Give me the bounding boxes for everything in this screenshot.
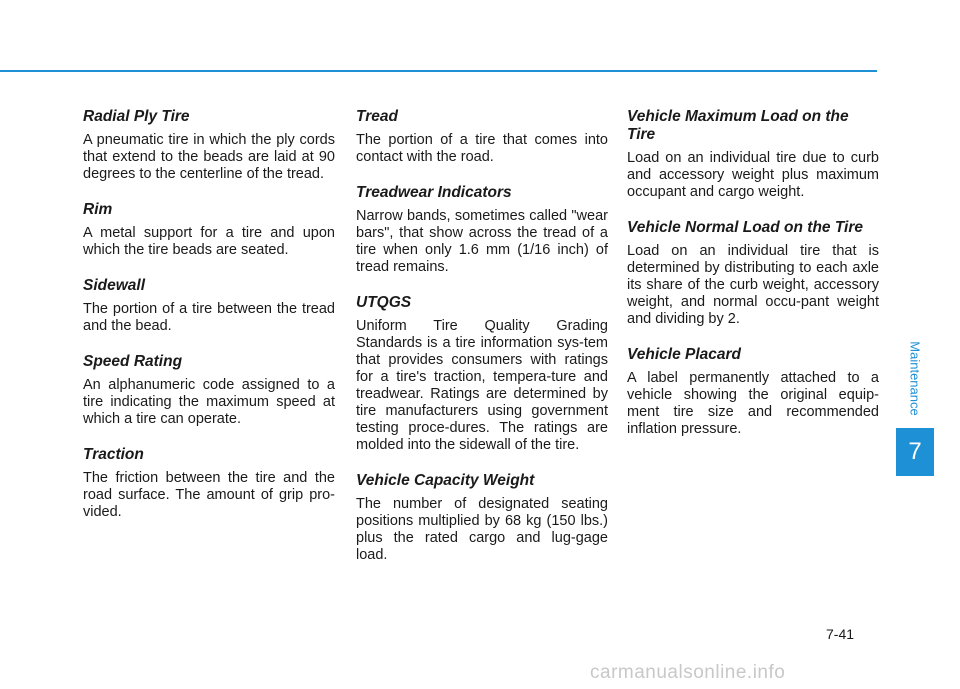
term-title: Vehicle Normal Load on the Tire	[627, 219, 863, 236]
term-title: Treadwear Indicators	[356, 184, 512, 201]
term-body: The portion of a tire that comes into contact with the road.	[356, 132, 608, 165]
term-title: UTQGS	[356, 294, 412, 311]
term-title: Traction	[83, 446, 144, 463]
chapter-number: 7	[908, 438, 922, 465]
column-3	[627, 108, 879, 456]
term-utqgs	[356, 294, 608, 454]
page-number: 7-41	[826, 626, 855, 642]
term-vehicle-placard	[627, 346, 879, 438]
term-vehicle-normal-load	[627, 219, 879, 328]
term-title: Vehicle Capacity Weight	[356, 472, 535, 489]
term-speed-rating	[83, 353, 335, 428]
term-rim	[83, 201, 335, 259]
term-body: Narrow bands, sometimes called "wear bars", that show across the tread of a tire when only 1.6 mm (1/16 inch) of tread remains.	[356, 208, 608, 275]
term-treadwear-indicators	[356, 184, 608, 276]
term-body: The friction between the tire and the road surface. The amount of grip pro-vided.	[83, 470, 335, 520]
term-body: The portion of a tire between the tread and the bead.	[83, 301, 335, 334]
term-title: Rim	[83, 201, 113, 218]
term-radial-ply-tire	[83, 108, 335, 183]
column-1	[83, 108, 335, 539]
header-rule	[0, 70, 877, 72]
term-title: Sidewall	[83, 277, 146, 294]
chapter-tab-label	[896, 338, 934, 418]
term-body: An alphanumeric code assigned to a tire indicating the maximum speed at which a tire can operate.	[83, 377, 335, 427]
term-body: The number of designated seating positions multiplied by 68 kg (150 lbs.) plus the rated cargo and lug-gage load.	[356, 496, 608, 563]
column-2	[356, 108, 608, 582]
term-traction	[83, 446, 335, 521]
term-sidewall	[83, 277, 335, 335]
chapter-number-badge	[896, 428, 934, 476]
term-body: A pneumatic tire in which the ply cords that extend to the beads are laid at 90 degrees to the centerline of the tread.	[83, 132, 335, 182]
term-title: Vehicle Placard	[627, 346, 742, 363]
chapter-name: Maintenance	[907, 340, 923, 416]
term-title: Tread	[356, 108, 398, 125]
term-tread	[356, 108, 608, 166]
term-body: Load on an individual tire that is determined by distributing to each axle its share of the curb weight, accessory weight, and normal occu-pant weight and dividing by 2.	[627, 243, 879, 327]
term-title: Radial Ply Tire	[83, 108, 190, 125]
term-body: Uniform Tire Quality Grading Standards is a tire information sys-tem that provides consumers with ratings for a tire's traction, tempera-ture and treadwear. Ratings are determined by tire manufacturers using government testing proce-dures. The ratings are molded into the sidewall of the tire.	[356, 318, 608, 453]
term-body: A label permanently attached to a vehicle showing the original equip-ment tire size and recommended inflation pressure.	[627, 370, 879, 437]
term-vehicle-maximum-load	[627, 108, 879, 201]
term-title: Vehicle Maximum Load on the Tire	[627, 108, 849, 143]
term-body: Load on an individual tire due to curb and accessory weight plus maximum occupant and cargo weight.	[627, 150, 879, 200]
term-vehicle-capacity-weight	[356, 472, 608, 564]
term-title: Speed Rating	[83, 353, 183, 370]
watermark: carmanualsonline.info	[590, 662, 786, 683]
term-body: A metal support for a tire and upon which the tire beads are seated.	[83, 225, 335, 258]
